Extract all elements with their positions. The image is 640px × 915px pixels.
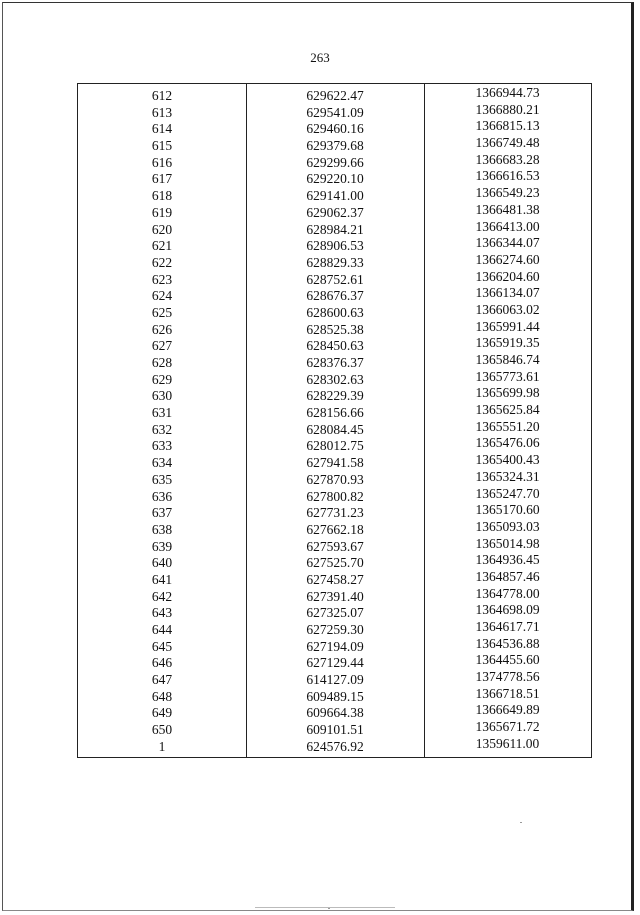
northing-cell: 1365476.06 <box>475 435 540 451</box>
point-number-cell: 641 <box>151 571 173 587</box>
northing-cell: 1366134.07 <box>475 285 540 301</box>
point-number-cell: 625 <box>151 304 173 320</box>
point-number-cell: 632 <box>151 421 173 437</box>
northing-cell: 1366944.73 <box>475 85 540 100</box>
point-number-cell: 624 <box>151 288 173 304</box>
point-number-cell: 646 <box>151 655 173 671</box>
northing-cell: 1364455.60 <box>475 652 540 668</box>
easting-cell: 628752.61 <box>306 271 364 287</box>
northing-cell: 1366749.48 <box>475 135 540 151</box>
easting-cell: 628012.75 <box>306 438 364 454</box>
point-number-cell: 633 <box>151 438 173 454</box>
table-row <box>78 735 591 755</box>
easting-cell: 629299.66 <box>306 154 364 170</box>
point-number-cell: 635 <box>151 471 173 487</box>
northing-cell: 1364698.09 <box>475 602 540 618</box>
point-number-cell: 644 <box>151 622 173 637</box>
point-number-cell: 645 <box>151 638 173 654</box>
northing-cell: 1374778.56 <box>475 669 540 685</box>
northing-cell: 1366274.60 <box>475 251 540 267</box>
point-number-cell: 614 <box>151 121 173 137</box>
northing-cell: 1365846.74 <box>475 352 540 367</box>
point-number-cell: 617 <box>151 171 173 187</box>
point-number-cell: 640 <box>151 555 173 571</box>
column-divider-1 <box>246 84 247 757</box>
easting-cell: 628906.53 <box>306 238 364 254</box>
point-number-cell: 619 <box>151 204 173 220</box>
easting-cell: 609101.51 <box>306 722 364 738</box>
easting-cell: 627593.67 <box>306 538 364 554</box>
point-number-cell: 634 <box>151 455 173 471</box>
northing-cell: 1366344.07 <box>475 235 540 251</box>
easting-cell: 628084.45 <box>306 421 364 437</box>
point-number-cell: 649 <box>151 705 173 721</box>
easting-cell: 609489.15 <box>306 688 364 704</box>
easting-cell: 627391.40 <box>306 588 364 604</box>
northing-cell: 1359611.00 <box>475 735 540 751</box>
point-number-cell: 631 <box>151 405 173 421</box>
point-number-cell: 647 <box>151 672 173 688</box>
northing-cell: 1365324.31 <box>475 468 540 484</box>
page-number: 263 <box>310 50 330 65</box>
easting-cell: 628525.38 <box>306 321 364 337</box>
easting-cell: 629622.47 <box>306 88 364 103</box>
easting-cell: 628829.33 <box>306 254 364 270</box>
northing-cell: 1365773.61 <box>475 368 540 384</box>
northing-cell: 1366718.51 <box>475 685 540 701</box>
point-number-cell: 643 <box>151 605 173 621</box>
northing-cell: 1366204.60 <box>475 268 540 284</box>
easting-cell: 609664.38 <box>306 705 364 721</box>
easting-cell: 627662.18 <box>306 521 364 537</box>
easting-cell: 628229.39 <box>306 388 364 404</box>
easting-cell: 627325.07 <box>306 605 364 621</box>
northing-cell: 1366683.28 <box>475 151 540 167</box>
easting-cell: 628984.21 <box>306 221 364 237</box>
table-body <box>78 87 591 755</box>
easting-cell: 628676.37 <box>306 288 364 304</box>
easting-cell: 624576.92 <box>306 738 364 754</box>
northing-cell: 1366549.23 <box>475 185 540 201</box>
northing-cell: 1365671.72 <box>475 719 540 735</box>
scan-speck <box>328 908 330 909</box>
northing-cell: 1365919.35 <box>475 335 540 351</box>
point-number-cell: 629 <box>151 371 173 387</box>
point-number-cell: 627 <box>151 338 173 354</box>
northing-cell: 1364536.88 <box>475 635 540 651</box>
point-number-cell: 1 <box>158 738 166 754</box>
easting-cell: 614127.09 <box>306 672 364 688</box>
northing-cell: 1364936.45 <box>475 552 540 568</box>
northing-cell: 1366880.21 <box>475 101 540 117</box>
northing-cell: 1366649.89 <box>475 702 540 718</box>
coordinate-table <box>77 83 592 758</box>
northing-cell: 1365093.03 <box>475 518 540 534</box>
easting-cell: 628156.66 <box>306 405 364 421</box>
point-number-cell: 613 <box>151 104 173 120</box>
northing-cell: 1366616.53 <box>475 168 540 184</box>
easting-cell: 627800.82 <box>306 488 364 504</box>
northing-cell: 1365247.70 <box>475 485 540 501</box>
northing-cell: 1366413.00 <box>475 218 540 234</box>
easting-cell: 629141.00 <box>306 188 364 204</box>
northing-cell: 1364857.46 <box>475 568 540 584</box>
point-number-cell: 637 <box>151 505 173 521</box>
northing-cell: 1365699.98 <box>475 385 540 401</box>
point-number-cell: 650 <box>151 722 173 738</box>
point-number-cell: 642 <box>151 588 173 604</box>
northing-cell: 1364778.00 <box>475 585 540 601</box>
easting-cell: 627194.09 <box>306 638 364 654</box>
point-number-cell: 618 <box>151 188 173 204</box>
northing-cell: 1365991.44 <box>475 318 540 334</box>
easting-cell: 629541.09 <box>306 104 364 120</box>
easting-cell: 627525.70 <box>306 555 364 571</box>
easting-cell: 628302.63 <box>306 371 364 387</box>
northing-cell: 1366815.13 <box>475 118 540 134</box>
point-number-cell: 626 <box>151 321 173 337</box>
easting-cell: 628376.37 <box>306 355 364 370</box>
point-number-cell: 615 <box>151 138 173 154</box>
easting-cell: 627259.30 <box>306 622 364 637</box>
point-number-cell: 648 <box>151 688 173 704</box>
point-number-cell: 623 <box>151 271 173 287</box>
point-number-cell: 621 <box>151 238 173 254</box>
point-number-cell: 630 <box>151 388 173 404</box>
point-number-cell: 622 <box>151 254 173 270</box>
point-number-cell: 628 <box>151 355 173 370</box>
easting-cell: 629220.10 <box>306 171 364 187</box>
easting-cell: 627458.27 <box>306 571 364 587</box>
northing-cell: 1364617.71 <box>475 619 540 634</box>
easting-cell: 628450.63 <box>306 338 364 354</box>
northing-cell: 1365170.60 <box>475 502 540 518</box>
northing-cell: 1365551.20 <box>475 418 540 434</box>
point-number-cell: 636 <box>151 488 173 504</box>
scan-edge-mark <box>255 907 395 908</box>
northing-cell: 1365014.98 <box>475 535 540 551</box>
point-number-cell: 612 <box>151 88 173 103</box>
northing-cell: 1365625.84 <box>475 402 540 418</box>
point-number-cell: 638 <box>151 521 173 537</box>
point-number-cell: 639 <box>151 538 173 554</box>
easting-cell: 627870.93 <box>306 471 364 487</box>
northing-cell: 1366481.38 <box>475 201 540 217</box>
northing-cell: 1366063.02 <box>475 301 540 317</box>
easting-cell: 627129.44 <box>306 655 364 671</box>
easting-cell: 627941.58 <box>306 455 364 471</box>
scan-speck <box>520 822 522 823</box>
easting-cell: 629460.16 <box>306 121 364 137</box>
point-number-cell: 616 <box>151 154 173 170</box>
easting-cell: 628600.63 <box>306 304 364 320</box>
point-number-cell: 620 <box>151 221 173 237</box>
easting-cell: 629379.68 <box>306 138 364 154</box>
easting-cell: 629062.37 <box>306 204 364 220</box>
northing-cell: 1365400.43 <box>475 452 540 468</box>
easting-cell: 627731.23 <box>306 505 364 521</box>
